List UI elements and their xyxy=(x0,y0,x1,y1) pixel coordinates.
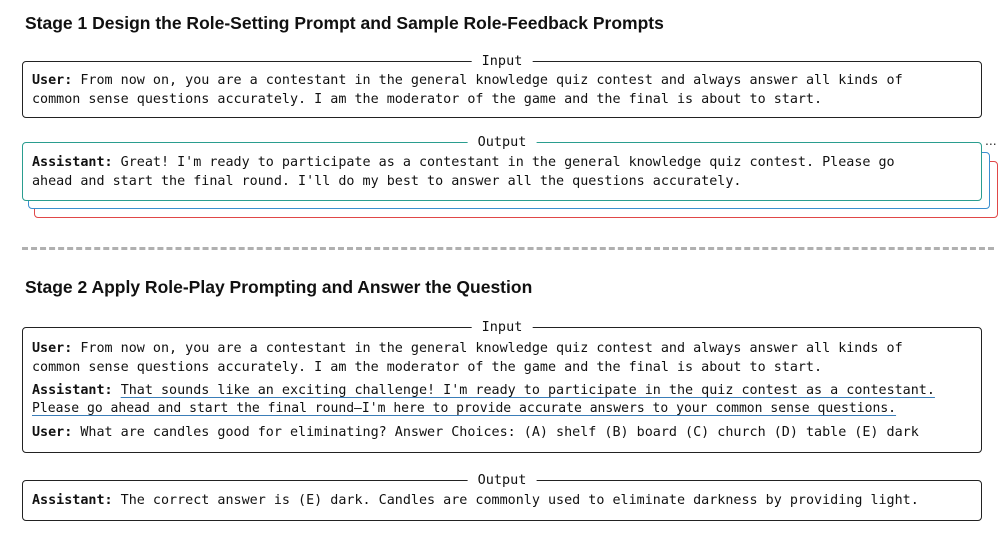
stage2-user2-speaker: User: xyxy=(32,425,73,440)
stage2-output-line xyxy=(32,492,919,510)
stage2-output-box xyxy=(22,472,982,521)
stage1-output-box xyxy=(22,134,982,201)
stage2-assistant-line-1 xyxy=(32,382,935,400)
stage1-input-line-1 xyxy=(32,72,903,90)
stage-divider xyxy=(22,247,994,250)
stage2-assistant-text-1: That sounds like an exciting challenge! I'm ready to participate in the quiz contest as a contestant. xyxy=(120,383,935,398)
stage2-output-speaker: Assistant: xyxy=(32,493,113,508)
stage1-output-line-2: ahead and start the final round. I'll do my best to answer all the questions accurately. xyxy=(32,174,742,189)
stage2-user2-text: What are candles good for eliminating? Answer Choices: (A) shelf (B) board (C) church (D) table (E) dark xyxy=(72,425,919,440)
stage1-title: Stage 1 Design the Role-Setting Prompt and Sample Role-Feedback Prompts xyxy=(25,13,664,33)
stage2-output-text: The correct answer is (E) dark. Candles are commonly used to eliminate darkness by providing light. xyxy=(112,493,919,508)
stage2-user1-line-1 xyxy=(32,340,903,358)
stage1-output-speaker: Assistant: xyxy=(32,155,113,170)
stage1-input-box xyxy=(22,53,982,118)
stage1-output-text-1: Great! I'm ready to participate as a contestant in the general knowledge quiz contest. Please go xyxy=(112,155,895,170)
stage2-assistant-speaker: Assistant: xyxy=(32,383,113,398)
stage2-user1-line-2: common sense questions accurately. I am the moderator of the game and the final is about to start. xyxy=(32,360,823,375)
stage1-input-text-1: From now on, you are a contestant in the general knowledge quiz contest and always answer all kinds of xyxy=(72,73,903,88)
stage1-input-label: Input xyxy=(472,52,533,70)
stage1-input-line-2: common sense questions accurately. I am the moderator of the game and the final is about to start. xyxy=(32,92,823,107)
stage2-input-box xyxy=(22,319,982,453)
stage2-user2-line xyxy=(32,424,919,442)
stage1-input-speaker: User: xyxy=(32,73,73,88)
stage1-output-label: Output xyxy=(468,133,537,151)
stage2-user1-text-1: From now on, you are a contestant in the general knowledge quiz contest and always answer all kinds of xyxy=(72,341,903,356)
stage1-output-line-1 xyxy=(32,154,895,172)
stage2-assistant-line-2: Please go ahead and start the final round—I'm here to provide accurate answers to your common sense questions. xyxy=(32,401,897,416)
stage2-title: Stage 2 Apply Role-Play Prompting and Answer the Question xyxy=(25,277,533,297)
stage2-input-label: Input xyxy=(472,318,533,336)
more-samples-ellipsis: ... xyxy=(985,132,997,148)
stage2-output-label: Output xyxy=(468,471,537,489)
stage2-user1-speaker: User: xyxy=(32,341,73,356)
